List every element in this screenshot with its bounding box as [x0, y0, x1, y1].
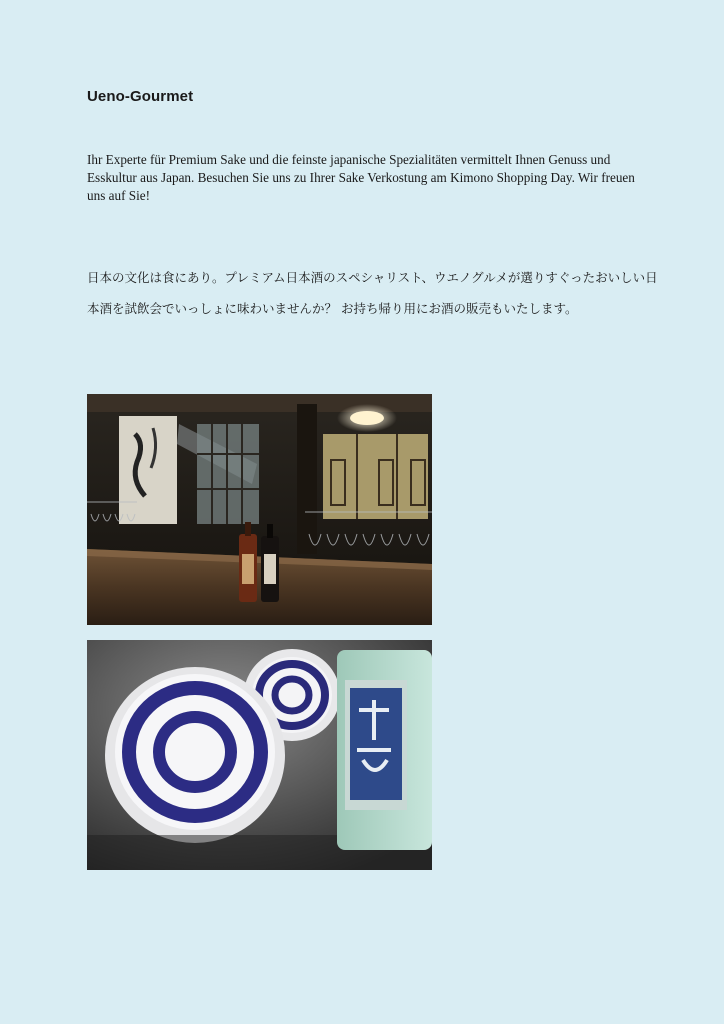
japanese-text: 日本の文化は食にあり。プレミアム日本酒のスペシャリスト、ウエノグルメが選りすぐったおいしい日本酒を試飲会でいっしょに味わいませんか？ お持ち帰り用にお酒の販売もいたします。: [87, 270, 658, 316]
japanese-paragraph: [87, 262, 667, 324]
german-paragraph: [87, 151, 647, 205]
document-title: Ueno-Gourmet: [87, 88, 194, 105]
sake-bar-interior-photo: [87, 394, 432, 625]
german-text: Ihr Experte für Premium Sake und die feinste japanische Spezialitäten vermittelt Ihnen Genuss und Esskultur aus Japan. Besuchen Sie uns zu Ihrer Sake Verkostung am Kimono Shopping Day. Wir freuen uns auf Sie!: [87, 152, 635, 203]
sake-cups-photo: [87, 640, 432, 870]
